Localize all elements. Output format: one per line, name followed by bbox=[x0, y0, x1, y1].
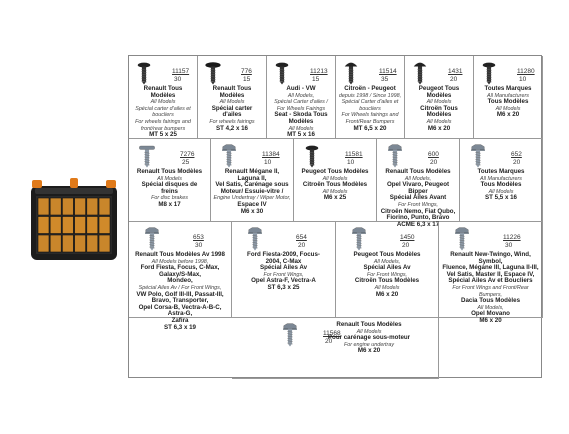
product-cell bbox=[129, 56, 198, 139]
description-line-bold: Dacia Tous Modèles bbox=[460, 297, 521, 305]
description-line-bold: Fluence, Mégane III, Laguna II-III, bbox=[442, 264, 539, 272]
description-line-bold: Renault Tous Modèles bbox=[336, 321, 402, 328]
description-line-bold: M6 x 20 bbox=[496, 111, 520, 119]
description-line-bold: Peugeot Tous Modèles bbox=[301, 168, 369, 175]
part-code: 11280 bbox=[517, 68, 535, 75]
description-line-italic: Engine Undertray / Wiper Motor, bbox=[213, 195, 291, 202]
description-line-italic: All Models bbox=[288, 125, 314, 132]
description-line-italic: All Models, bbox=[404, 175, 432, 182]
description-line-bold: Peugeot Tous Modèles bbox=[353, 251, 421, 258]
description-line-italic: For Front Wings, bbox=[397, 201, 439, 208]
description-line-italic: For Wheels Fairings bbox=[276, 105, 326, 112]
part-quantity: 10 bbox=[347, 159, 355, 166]
part-code: 11581 bbox=[345, 151, 363, 158]
part-code: 7276 bbox=[180, 151, 195, 158]
description-line-bold: MT 6,5 x 20 bbox=[353, 124, 387, 132]
part-code: 11384 bbox=[262, 151, 280, 158]
case-bin bbox=[38, 235, 49, 252]
description-line-italic: For Front Wings, bbox=[366, 271, 408, 278]
description-line-italic: For wheels fairings bbox=[209, 118, 255, 125]
description-line-bold: Renault Tous Modèles bbox=[385, 168, 451, 175]
description-line-italic: All Models, bbox=[287, 92, 315, 99]
description-line-italic: All Models bbox=[322, 188, 348, 195]
part-code: 652 bbox=[511, 151, 522, 158]
description-line-italic: For Front Wings, bbox=[263, 271, 304, 278]
description-line-italic: For wheels fairings and bbox=[135, 118, 191, 125]
description-line-bold: Vel Satis, Carénage sous bbox=[215, 181, 289, 189]
description-line-italic: All Models bbox=[356, 328, 382, 335]
description-line-bold: M6 x 30 bbox=[240, 207, 264, 215]
part-description bbox=[441, 252, 540, 325]
description-line-bold: ST 4,2 x 16 bbox=[216, 124, 248, 132]
description-line-bold: Fiorino, Punto, Bravo bbox=[386, 214, 450, 222]
description-line-bold: Renault Tous Modèles bbox=[143, 85, 183, 99]
part-description bbox=[131, 252, 229, 331]
description-line-bold: ST 6,3 x 25 bbox=[267, 283, 300, 291]
description-line-italic: All Models bbox=[488, 188, 514, 195]
part-quantity: 20 bbox=[402, 242, 410, 249]
description-line-italic: All Models, bbox=[477, 304, 504, 311]
case-bin bbox=[62, 235, 73, 252]
part-description bbox=[296, 169, 374, 202]
part-description bbox=[476, 86, 540, 119]
description-line-bold: Opel Corsa-B, Vectra-A-B-C, Astra-G, bbox=[138, 303, 222, 318]
part-description bbox=[304, 322, 434, 355]
description-line-italic: depuis 1998 / Since 1998, bbox=[338, 92, 402, 99]
description-line-bold: Toutes Marques bbox=[477, 168, 525, 175]
description-line-italic: All Models bbox=[426, 118, 452, 125]
description-line-bold: M6 x 20 bbox=[375, 290, 399, 298]
product-cell bbox=[294, 139, 377, 222]
description-line-bold: ST 5,5 x 16 bbox=[485, 194, 517, 202]
description-line-bold: Mondeo, bbox=[167, 277, 193, 285]
description-line-bold: Renault New-Twingo, Wind, Symbol, bbox=[450, 251, 531, 265]
product-cell bbox=[336, 222, 439, 318]
part-quantity: 10 bbox=[519, 76, 527, 83]
part-quantity: 30 bbox=[505, 242, 513, 249]
case-bin bbox=[38, 217, 49, 234]
product-cell bbox=[198, 56, 267, 139]
description-line-bold: Zafira bbox=[171, 316, 189, 324]
case-bin bbox=[62, 217, 73, 234]
description-line-italic: All Models bbox=[157, 175, 182, 182]
description-line-bold: Citroën Tous Modèles bbox=[302, 181, 368, 189]
case-bin bbox=[75, 217, 86, 234]
description-line-italic: For disc brakes bbox=[151, 195, 188, 202]
description-line-italic: All Manufacturers bbox=[487, 92, 529, 99]
part-quantity: 20 bbox=[450, 76, 458, 83]
description-line-bold: Opel Movano bbox=[471, 310, 510, 318]
part-quantity: 20 bbox=[430, 159, 438, 166]
description-line-italic: For Wheels fairings and Front/Rear Bumpers bbox=[341, 112, 399, 125]
description-line-italic: All Models bbox=[322, 175, 348, 182]
part-description bbox=[379, 169, 457, 228]
description-line-bold: M6 x 20 bbox=[479, 316, 502, 324]
part-code: 11568 bbox=[323, 330, 341, 337]
part-description bbox=[338, 86, 402, 132]
case-bin bbox=[50, 217, 61, 234]
part-code: 1431 bbox=[448, 68, 463, 75]
description-line-italic: Spécial Carter d'ailes et boucliers bbox=[341, 99, 399, 112]
description-line-bold: Moteur/ Essuie-vitre / bbox=[220, 187, 284, 195]
description-line-bold: Citroën Tous bbox=[420, 104, 458, 112]
description-line-italic: For Front Wings and Front/Rear Bumpers, bbox=[452, 284, 529, 298]
description-line-bold: Renault Mégane II, Laguna II, bbox=[224, 168, 280, 182]
part-description bbox=[338, 252, 436, 298]
description-line-italic: For engine undertray bbox=[343, 341, 395, 348]
case-bin bbox=[87, 235, 98, 252]
description-line-bold: M6 x 20 bbox=[427, 124, 451, 132]
product-cell bbox=[474, 56, 543, 139]
description-line-bold: M6 x 25 bbox=[323, 194, 347, 202]
description-line-bold: Spécial Ailes Av bbox=[363, 264, 411, 272]
description-line-bold: freins bbox=[161, 187, 178, 195]
description-line-bold: Tous Modèles bbox=[480, 181, 522, 189]
description-line-bold: MT 5 x 25 bbox=[149, 131, 177, 139]
description-line-italic: All Models bbox=[374, 284, 400, 291]
part-code: 11157 bbox=[172, 68, 190, 75]
case-bin bbox=[50, 235, 61, 252]
part-quantity: 10 bbox=[264, 159, 272, 166]
case-bin bbox=[99, 235, 110, 252]
description-line-bold: Spécial Ailes Avant bbox=[389, 194, 447, 202]
description-line-bold: VW Polo, Golf III-III, Passat-III, Bravo, Transporter, bbox=[136, 290, 224, 305]
description-line-bold: 2004, C-Max bbox=[265, 257, 302, 265]
description-line-bold: Ford Fiesta-2009, Focus- bbox=[247, 251, 320, 258]
case-bin bbox=[75, 198, 86, 215]
product-cell bbox=[405, 56, 474, 139]
product-cell bbox=[211, 139, 294, 222]
description-line-bold: M6 x 20 bbox=[357, 347, 381, 355]
description-line-italic: All Models before 1998, bbox=[151, 258, 209, 265]
description-line-bold: Citroën Nemo, Fiat Qubo, bbox=[380, 207, 456, 215]
description-line-italic: Spécial Ailes Av / For Front Wings, bbox=[138, 284, 222, 291]
product-cell bbox=[439, 222, 543, 324]
part-code: 654 bbox=[296, 234, 307, 241]
case-bin bbox=[87, 217, 98, 234]
description-line-bold: Renault Tous Modèles Av 1998 bbox=[135, 251, 225, 258]
part-code: 11226 bbox=[503, 234, 521, 241]
part-description bbox=[234, 252, 333, 292]
description-line-bold: Spécial carter bbox=[211, 104, 253, 112]
description-line-bold: Espace IV bbox=[237, 200, 267, 208]
description-line-bold: ST 6,3 x 19 bbox=[164, 323, 196, 331]
description-line-italic: All Models bbox=[426, 99, 452, 106]
product-cell bbox=[232, 222, 336, 318]
part-code: 600 bbox=[428, 151, 439, 158]
part-description bbox=[200, 86, 264, 132]
description-line-bold: Audi - VW bbox=[286, 85, 316, 92]
description-line-bold: M8 x 17 bbox=[158, 200, 181, 208]
part-description bbox=[462, 169, 540, 202]
case-bin bbox=[87, 198, 98, 215]
part-code: 11213 bbox=[310, 68, 328, 75]
part-code: 776 bbox=[241, 68, 252, 75]
description-line-bold: Renault Tous Modèles bbox=[212, 85, 252, 99]
description-line-italic: All Models bbox=[150, 99, 176, 106]
description-line-italic: Spécial carter d'ailes et boucliers bbox=[135, 105, 191, 119]
part-quantity: 20 bbox=[513, 159, 521, 166]
part-description bbox=[269, 86, 333, 139]
description-line-italic: All Manufacturers bbox=[480, 175, 522, 182]
part-quantity: 35 bbox=[381, 76, 389, 83]
description-line-italic: Spécial Carter d'ailes / bbox=[274, 99, 328, 106]
description-line-bold: Toutes Marques bbox=[484, 85, 532, 92]
part-description bbox=[131, 169, 208, 209]
case-bin bbox=[99, 217, 110, 234]
product-grid bbox=[128, 55, 542, 378]
part-code: 11514 bbox=[379, 68, 397, 75]
description-line-bold: Citroën - Peugeot bbox=[344, 85, 396, 92]
description-line-italic: All Models bbox=[495, 105, 521, 112]
case-bin bbox=[75, 235, 86, 252]
product-cell bbox=[377, 139, 460, 228]
part-quantity: 20 bbox=[325, 338, 333, 345]
description-line-bold: Modèles bbox=[426, 111, 452, 119]
part-description bbox=[131, 86, 195, 139]
description-line-bold: Renault Tous Modèles bbox=[136, 168, 203, 175]
description-line-italic: All Models, bbox=[373, 258, 401, 265]
description-line-italic: All Models bbox=[219, 99, 245, 106]
part-quantity: 25 bbox=[182, 159, 190, 166]
case-bin bbox=[99, 198, 110, 215]
product-cell bbox=[460, 139, 543, 222]
description-line-bold: Seat - Skoda Tous bbox=[274, 111, 328, 119]
part-quantity: 30 bbox=[174, 76, 182, 83]
description-line-bold: Pour carénage sous-moteur bbox=[327, 334, 411, 342]
description-line-bold: Ford Fiesta, Focus, C-Max, Galaxy/S-Max, bbox=[140, 264, 220, 278]
part-description bbox=[213, 169, 291, 215]
description-line-bold: Spécial disques de bbox=[141, 181, 198, 189]
description-line-italic: front/rear bumpers bbox=[140, 125, 186, 132]
part-code: 1450 bbox=[400, 234, 415, 241]
description-line-bold: Spécial Ailes Av et Boucliers bbox=[448, 277, 533, 285]
description-line-bold: Opel Astra-F, Vectra-A bbox=[251, 277, 316, 285]
case-bin bbox=[62, 198, 73, 215]
parts-case-image bbox=[30, 178, 118, 264]
description-line-bold: Modèles bbox=[288, 117, 314, 125]
part-description bbox=[407, 86, 471, 132]
description-line-bold: Opel Vivaro, Peugeot Bipper bbox=[386, 181, 450, 195]
product-cell bbox=[267, 56, 336, 139]
case-bin bbox=[50, 198, 61, 215]
product-cell bbox=[232, 318, 439, 379]
part-quantity: 30 bbox=[195, 242, 203, 249]
screw-icon bbox=[281, 321, 299, 352]
description-line-bold: Spécial Ailes Av bbox=[259, 264, 308, 272]
description-line-bold: MT 5 x 16 bbox=[287, 131, 315, 139]
part-quantity: 15 bbox=[243, 76, 251, 83]
product-cell bbox=[129, 222, 232, 331]
product-cell bbox=[336, 56, 405, 139]
product-cell bbox=[129, 139, 211, 222]
case-bin bbox=[38, 198, 49, 215]
part-code: 653 bbox=[193, 234, 204, 241]
part-quantity: 15 bbox=[312, 76, 320, 83]
description-line-bold: Tous Modèles bbox=[487, 98, 529, 106]
description-line-bold: Citroën Tous Modèles bbox=[354, 277, 420, 285]
description-line-bold: d'ailes bbox=[222, 111, 242, 119]
description-line-bold: Vel Satis, Master II, Espace IV, bbox=[446, 270, 535, 278]
part-quantity: 20 bbox=[298, 242, 306, 249]
description-line-bold: Peugeot Tous Modèles bbox=[418, 85, 460, 99]
description-line-bold: ACME 6,3 x 17 bbox=[396, 220, 440, 228]
